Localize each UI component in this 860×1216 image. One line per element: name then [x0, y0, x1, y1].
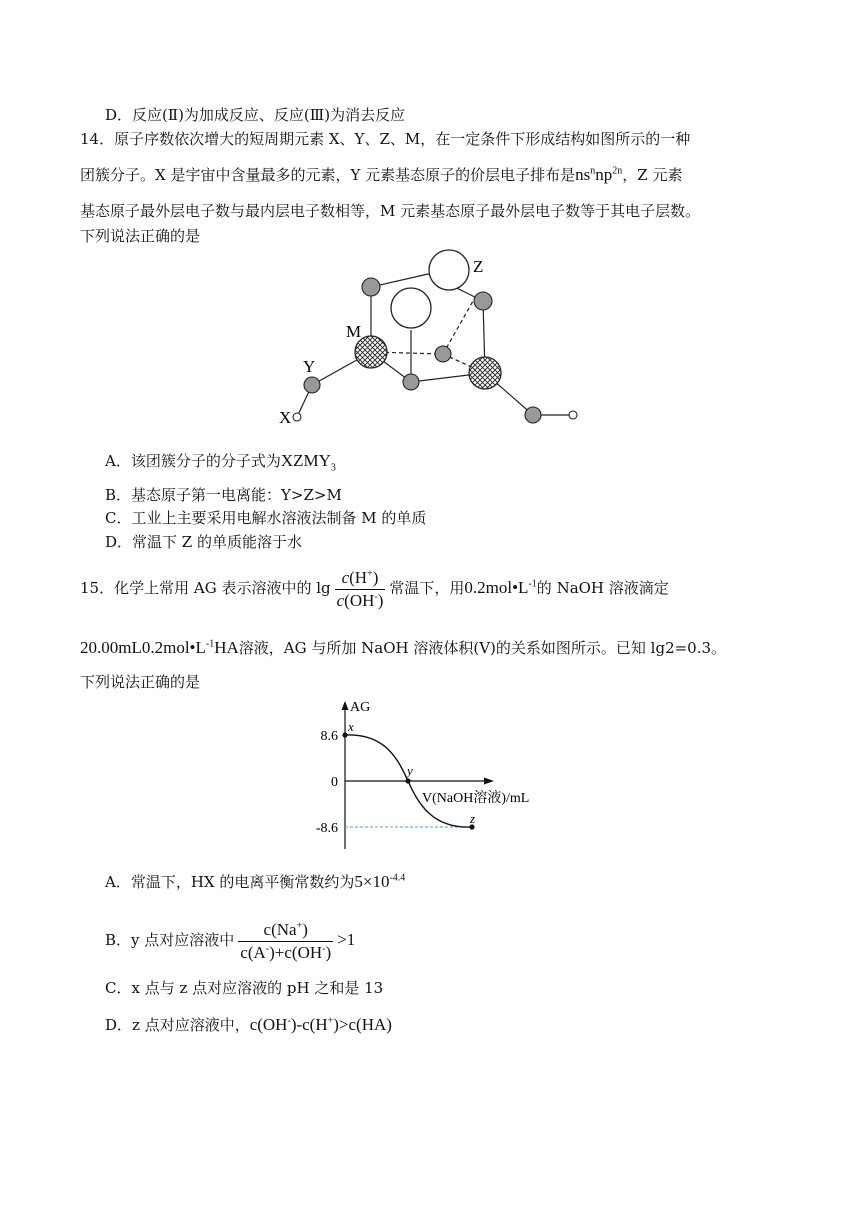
y-tick-label: 8.6 [320, 729, 338, 744]
q15-option-a-value: $5\times 10^{-4.4}$ [354, 872, 406, 891]
x-axis-label: V(NaOH溶液)/mL [422, 791, 530, 806]
y-tick-label: 0 [331, 775, 338, 790]
q14-option-d: D．常温下 Z 的单质能溶于水 [105, 533, 302, 551]
z-atom-large [429, 250, 469, 290]
point-z-label: z [470, 811, 476, 826]
q14-option-a [105, 451, 336, 474]
q14-stem-line2-text: 团簇分子。X 是宇宙中含量最多的元素，Y 元素基态原子的价层电子排布是 [80, 166, 576, 184]
point-x [342, 732, 347, 737]
y-atom [474, 292, 492, 310]
q13-option-d: D．反应(Ⅱ)为加成反应、反应(Ⅲ)为消去反应 [105, 106, 406, 124]
q14-option-b: B．基态原子第一电离能：Y>Z>M [105, 486, 342, 504]
ag-fraction: $\frac{c(H^+)}{c(OH^-)}$ [336, 567, 384, 610]
q15-stem-line3: 下列说法正确的是 [80, 673, 201, 691]
y-atom [525, 407, 541, 423]
q15-option-d-text: D．z 点对应溶液中， [105, 1016, 250, 1034]
y-atom [304, 377, 320, 393]
q14-stem-line3: 基态原子最外层电子数与最内层电子数相等，M 元素基态原子最外层电子数等于其电子层数。 [80, 202, 701, 220]
y-atom [403, 374, 419, 390]
label-z: Z [473, 257, 484, 276]
point-y-label: y [407, 763, 413, 778]
y-tick-label: -8.6 [315, 821, 338, 836]
q14-stem-line4: 下列说法正确的是 [80, 227, 201, 245]
point-x-label: x [348, 719, 354, 734]
q15-option-a [105, 872, 405, 892]
y-axis-arrow [342, 701, 349, 710]
label-x: X [279, 408, 292, 427]
q15-stem-d: 溶液，AG 与所加 NaOH 溶液体积(V)的关系如图所示。已知 lg2=0.3。 [238, 639, 727, 657]
x-axis-arrow [484, 778, 494, 785]
q14-option-a-text: A．该团簇分子的分子式为 [105, 452, 281, 470]
ag-titration-chart [300, 697, 570, 855]
y-atom [362, 278, 380, 296]
q15-option-c: C．x 点与 z 点对应溶液的 pH 之和是 13 [105, 979, 384, 997]
q14-stem-line1: 14．原子序数依次增大的短周期元素 X、Y、Z、M，在一定条件下形成结构如图所示的一种 [80, 130, 691, 148]
q15-option-d-expr: c(OH-)-c(H+)>c(HA) [249, 1015, 392, 1034]
q14-option-a-formula: $XZMY_3$ [280, 451, 336, 474]
q14-stem-line2-tail: ，Z 元素 [622, 166, 683, 184]
cluster-molecule-diagram [270, 240, 590, 430]
q15-option-b-fraction: $\frac{c(Na^+)}{c(A^-)+c(OH^-)}$ [240, 919, 332, 962]
q14-option-c: C．工业上主要采用电解水溶液法制备 M 的单质 [105, 509, 427, 527]
q15-conc2: $20.00mL0.2mol•L^{-1}HA$ [80, 638, 239, 657]
q15-option-a-text: A．常温下，HX 的电离平衡常数约为 [105, 873, 355, 891]
y-atom [435, 346, 451, 362]
x-atom [293, 413, 301, 421]
q15-stem-a: 15．化学上常用 AG 表示溶液中的 lg [80, 579, 331, 597]
m-atom [469, 357, 501, 389]
bonds [297, 274, 573, 417]
q15-stem-line1 [80, 566, 669, 612]
x-atom [569, 411, 577, 419]
z-atom-large [391, 288, 431, 328]
q15-stem-b: 常温下，用 [389, 579, 465, 597]
q15-option-d [105, 1015, 392, 1035]
q15-conc1: $0.2mol•L^{-1}$ [464, 578, 537, 597]
q15-stem-line2 [80, 638, 726, 658]
q15-option-b-text: B．y 点对应溶液中 [105, 931, 235, 949]
q14-stem-line2 [80, 165, 682, 185]
q15-option-b-tail: >1 [337, 930, 356, 949]
q14-config: $ns^nnp^{2n}$ [575, 165, 623, 184]
q15-option-b [105, 916, 355, 964]
q15-stem-c: 的 NaOH 溶液滴定 [536, 579, 669, 597]
y-axis-label: AG [350, 700, 371, 715]
label-y: Y [303, 357, 316, 376]
point-y [405, 778, 410, 783]
label-m: M [346, 322, 362, 341]
